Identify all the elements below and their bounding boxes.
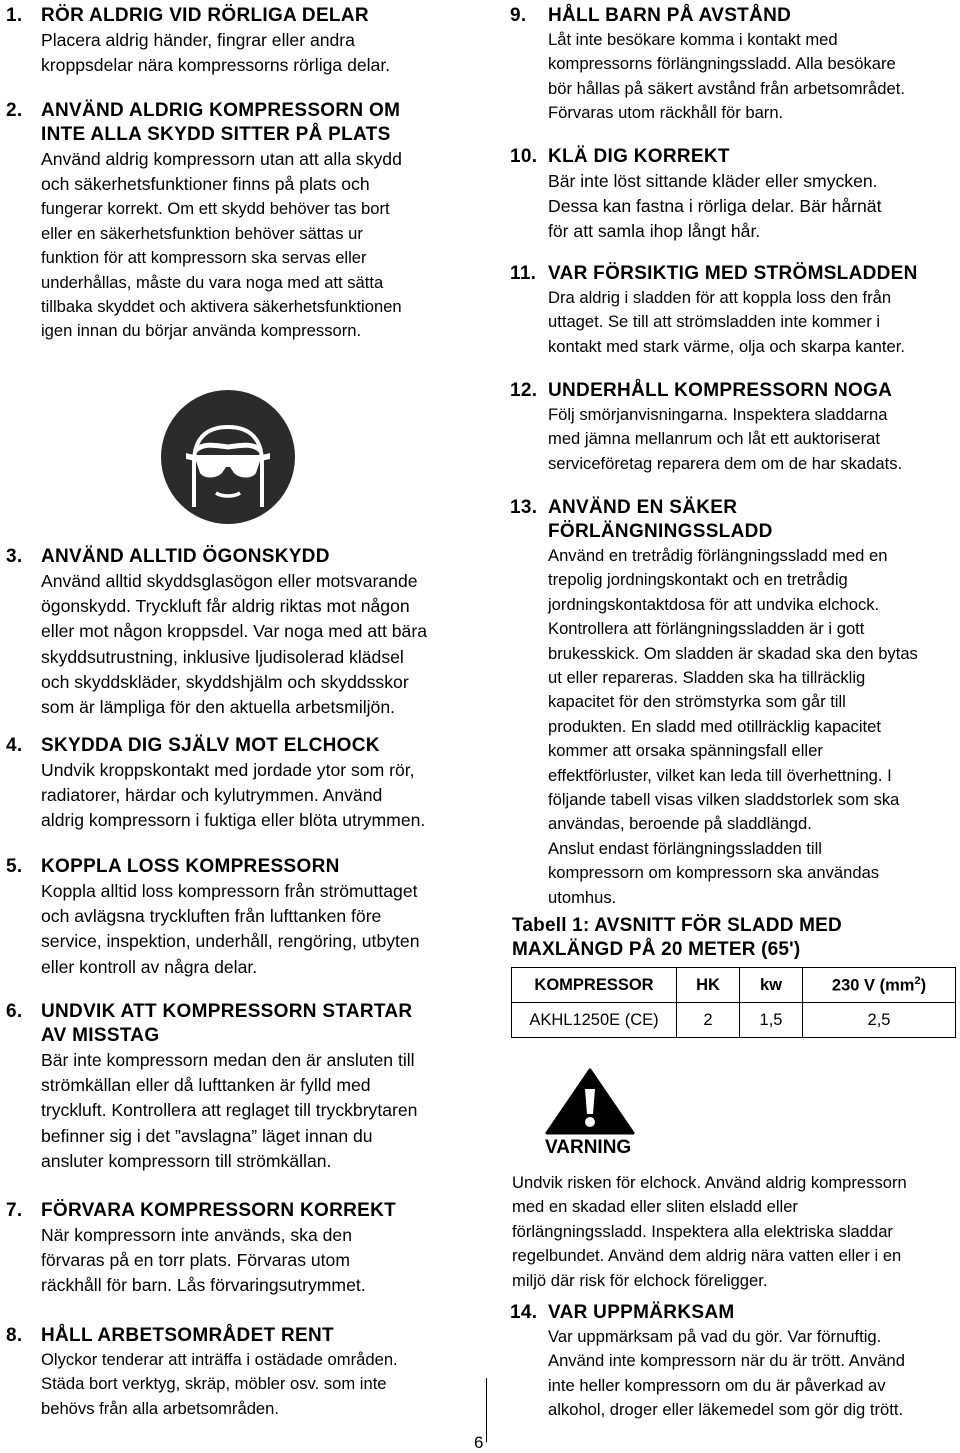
header-cell: HK	[677, 968, 740, 1003]
rule-text-line: eller en säkerhetsfunktion behöver sättas ur	[41, 223, 363, 243]
rule-text-line: underhållas, måste du vara noga med att sätta	[41, 272, 384, 292]
rule-heading: KOPPLA LOSS KOMPRESSORN	[41, 856, 340, 877]
rule-text-line: Följ smörjanvisningarna. Inspektera sladdarna	[548, 405, 888, 424]
rule-text-line: kontakt med stark värme, olja och skarpa kanter.	[548, 336, 905, 356]
rule-number: 4.	[6, 735, 23, 756]
rule-heading: VAR FÖRSIKTIG MED STRÖMSLADDEN	[548, 263, 918, 284]
rule-number: 12.	[510, 380, 538, 401]
rule-text-line: funktion för att kompressorn ska servas eller	[41, 248, 367, 268]
rule-text-line: Bär inte löst sittande kläder eller smycken.	[548, 171, 878, 191]
rule-text-line: som är lämpliga för den aktuella arbetsmiljön.	[41, 697, 395, 718]
warning-text-line: regelbundet. Använd dem aldrig nära vatten eller i en	[512, 1246, 902, 1266]
rule-text-line: Använd alltid skyddsglasögon eller motsvarande	[41, 571, 418, 591]
rule-text-line: Dra aldrig i sladden för att koppla loss den från	[548, 288, 892, 307]
table-cell: 1,5	[740, 1003, 803, 1038]
rule-text-line: produkten. En sladd med otillräcklig kapacitet	[548, 716, 881, 736]
rule-number: 8.	[6, 1325, 23, 1346]
rule-text-line: Var uppmärksam på vad du gör. Var förnuftig.	[548, 1327, 882, 1346]
rule-text-line: fungerar korrekt. Om ett skydd behöver tas bort	[41, 199, 390, 219]
header-cell: KOMPRESSOR	[512, 968, 677, 1003]
rule-text-line: serviceföretag reparera dem om de har skadats.	[548, 453, 903, 473]
warning-text-line: förlängningssladd. Inspektera alla elektriska sladdar	[512, 1221, 893, 1241]
rule-text-line: tillbaka skyddet och aktivera säkerhetsfunktionen	[41, 297, 402, 317]
rule-text-line: och säkerhetsfunktioner finns på plats och	[41, 174, 370, 195]
header-cell: kw	[740, 968, 803, 1003]
rule-heading: KLÄ DIG KORREKT	[548, 146, 730, 167]
rule-text-line: Använd aldrig kompressorn utan att alla skydd	[41, 149, 402, 169]
rule-number: 7.	[6, 1200, 23, 1221]
rule-heading: INTE ALLA SKYDD SITTER PÅ PLATS	[41, 124, 391, 145]
rule-heading: VAR UPPMÄRKSAM	[548, 1302, 735, 1323]
rule-heading: ANVÄND EN SÄKER	[548, 497, 738, 518]
rule-text-line: skyddsutrustning, inklusive ljudisolerad klädsel	[41, 646, 404, 667]
table-cell: 2	[677, 1003, 740, 1038]
rule-heading: FÖRLÄNGNINGSSLADD	[548, 521, 773, 542]
rule-text-line: kroppsdelar nära kompressorns rörliga delar.	[41, 55, 391, 76]
column-divider	[486, 1378, 487, 1442]
rule-text-line: med jämna mellanrum och låt ett auktoriserat	[548, 429, 881, 449]
rule-number: 1.	[6, 5, 23, 26]
table-header-row	[512, 968, 956, 1003]
rule-text-line: utomhus.	[548, 887, 617, 907]
rule-text-line: När kompressorn inte används, ska den	[41, 1225, 352, 1245]
rule-number: 2.	[6, 100, 23, 121]
rule-text-line: ut eller repareras. Sladden ska ha tillräcklig	[548, 668, 866, 688]
rule-heading: HÅLL BARN PÅ AVSTÅND	[548, 5, 792, 26]
rule-text-line: befinner sig i det ”avslagna” läget innan du	[41, 1125, 373, 1146]
rule-text-line: Städa bort verktyg, skräp, möbler osv. som inte	[41, 1374, 387, 1394]
rule-text-line: behövs från alla arbetsområden.	[41, 1398, 279, 1418]
rule-heading: RÖR ALDRIG VID RÖRLIGA DELAR	[41, 5, 369, 26]
table-title-line: MAXLÄNGD PÅ 20 METER (65')	[512, 939, 801, 960]
warning-text	[512, 1171, 907, 1293]
rule-text-line: för att samla ihop långt hår.	[548, 221, 761, 242]
table-title-line: Tabell 1: AVSNITT FÖR SLADD MED	[512, 915, 842, 936]
rule-text-line: och avlägsna tryckluften från lufttanken före	[41, 906, 382, 927]
table-cell: 2,5	[803, 1003, 956, 1038]
rule-text-line: Bär inte kompressorn medan den är ansluten till	[41, 1050, 415, 1070]
header-cell: 230 V $(mm^2)$	[803, 968, 956, 1003]
rule-number: 9.	[510, 5, 527, 26]
rule-text-line: användas, beroende på sladdlängd.	[548, 814, 812, 834]
rule-text-line: kommer att orsaka spänningsfall eller	[548, 741, 823, 761]
cord-size-table	[511, 967, 956, 1038]
rule-text-line: Låt inte besökare komma i kontakt med	[548, 30, 838, 49]
rule-text-line: bör hållas på säkert avstånd från arbetsområdet.	[548, 78, 905, 98]
rule-heading: ANVÄND ALLTID ÖGONSKYDD	[41, 546, 330, 567]
rule-heading: ANVÄND ALDRIG KOMPRESSORN OM	[41, 100, 401, 121]
rule-text-line: kapacitet för den strömstyrka som går till	[548, 692, 846, 712]
rule-text-line: Kontrollera att förlängningssladden är i gott	[548, 619, 865, 639]
rule-text-line: förvaras på en torr plats. Förvaras utom	[41, 1250, 350, 1271]
rule-text-line: service, inspektion, underhåll, rengöring, utbyten	[41, 931, 420, 952]
rule-text-line: Förvaras utom räckhåll för barn.	[548, 103, 784, 123]
rule-heading: SKYDDA DIG SJÄLV MOT ELCHOCK	[41, 735, 380, 756]
rule-text-line: kompressorn om kompressorn ska användas	[548, 863, 880, 883]
rule-text-line: följande tabell visas vilken sladdstorlek som ska	[548, 790, 900, 810]
rule-text-line: ögonskydd. Tryckluft får aldrig riktas mot någon	[41, 596, 410, 617]
rule-text-line: jordningskontaktdosa för att undvika elchock.	[548, 594, 880, 614]
warning-text-line: med en skadad eller sliten elsladd eller	[512, 1197, 798, 1217]
rule-number: 3.	[6, 546, 23, 567]
rule-heading: HÅLL ARBETSOMRÅDET RENT	[41, 1325, 334, 1346]
rule-text-line: Använd en tretrådig förlängningssladd med en	[548, 546, 888, 565]
rule-heading: FÖRVARA KOMPRESSORN KORREKT	[41, 1200, 397, 1221]
rule-text-line: uttaget. Se till att strömsladden inte kommer i	[548, 312, 881, 332]
rule-text-line: Dessa kan fastna i rörliga delar. Bär hårnät	[548, 196, 882, 217]
goggles-mandatory-icon	[160, 389, 296, 525]
rule-text-line: Använd inte kompressorn när du är trött. Använd	[548, 1351, 905, 1371]
rule-heading: AV MISSTAG	[41, 1025, 160, 1046]
rule-text-line: tryckluft. Kontrollera att reglaget till tryckbrytaren	[41, 1100, 418, 1121]
rule-text-line: och skyddskläder, skyddshjälm och skyddsskor	[41, 671, 409, 692]
table-cell: AKHL1250E (CE)	[512, 1003, 677, 1038]
rule-text-line: igen innan du börjar använda kompressorn.	[41, 321, 362, 341]
rule-number: 10.	[510, 146, 538, 167]
rule-text-line: eller mot någon kroppsdel. Var noga med att bära	[41, 621, 427, 642]
rule-number: 13.	[510, 497, 538, 518]
page-number: 6	[474, 1433, 484, 1452]
rule-number: 6.	[6, 1001, 23, 1022]
rule-text-line: Koppla alltid loss kompressorn från strömuttaget	[41, 881, 418, 901]
rule-number: 11.	[510, 263, 537, 284]
rule-text-line: Undvik kroppskontakt med jordade ytor som rör,	[41, 760, 415, 780]
rule-number: 14.	[510, 1302, 538, 1323]
warning-label: VARNING	[545, 1137, 632, 1158]
rule-number: 5.	[6, 856, 23, 877]
rule-text-line: Anslut endast förlängningssladden till	[548, 838, 822, 858]
rule-text-line: ansluter kompressorn till strömkällan.	[41, 1150, 332, 1171]
rule-text-line: räckhåll för barn. Lås förvaringsutrymmet.	[41, 1275, 366, 1296]
rule-text-line: Placera aldrig händer, fingrar eller andra	[41, 30, 355, 50]
rule-text-line: trepolig jordningskontakt och en tretrådig	[548, 570, 848, 590]
rule-text-line: radiatorer, härdar och kylutrymmen. Använd	[41, 785, 383, 806]
rule-heading: UNDERHÅLL KOMPRESSORN NOGA	[548, 380, 893, 401]
warning-text-line: miljö där risk för elchock föreligger.	[512, 1270, 768, 1290]
rule-text-line: aldrig kompressorn i fuktiga eller blöta utrymmen.	[41, 810, 426, 831]
warning-triangle-icon	[544, 1067, 636, 1135]
rule-text-line: Olyckor tenderar att inträffa i ostädade områden.	[41, 1350, 398, 1369]
rule-text-line: strömkällan eller då lufttanken är fylld med	[41, 1075, 371, 1096]
rule-text-line: brukesskick. Om sladden är skadad ska den bytas	[548, 643, 918, 663]
warning-text-line: Undvik risken för elchock. Använd aldrig kompressorn	[512, 1173, 907, 1192]
rule-heading: UNDVIK ATT KOMPRESSORN STARTAR	[41, 1001, 413, 1022]
rule-text-line: inte heller kompressorn om du är påverkad av	[548, 1375, 886, 1395]
rule-text-line: eller kontroll av några delar.	[41, 956, 258, 977]
table-title	[512, 914, 842, 962]
rule-text-line: kompressorns förlängningssladd. Alla besökare	[548, 54, 896, 74]
rule-text-line: alkohol, droger eller läkemedel som gör dig trött.	[548, 1400, 904, 1420]
rule-text-line: effektförluster, vilket kan leda till överhettning. I	[548, 765, 892, 785]
table-row	[512, 1003, 956, 1038]
